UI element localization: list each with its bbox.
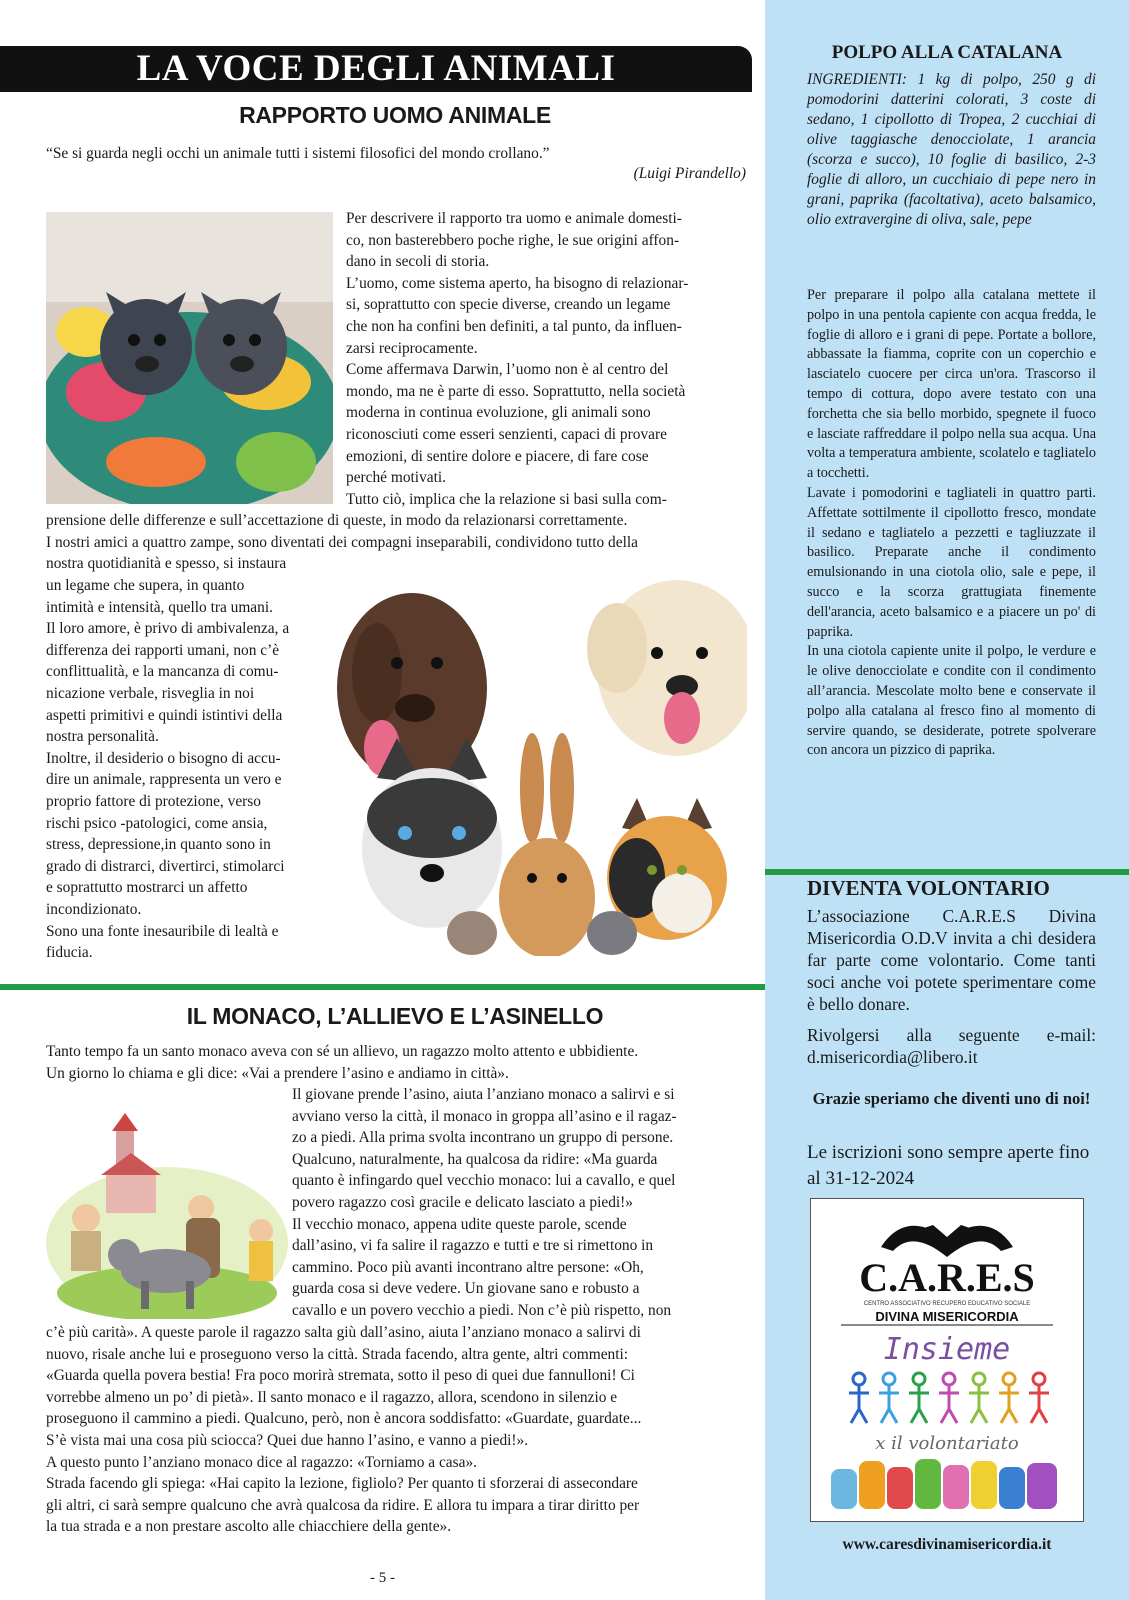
cares-logo-graphic [811, 1199, 1083, 1521]
text-line: dano in secoli di storia. [346, 253, 490, 271]
iscrizioni-text: Le iscrizioni sono sempre aperte fino al 31-12-2024 [807, 1142, 1090, 1189]
section-banner: LA VOCE DEGLI ANIMALI [0, 46, 752, 92]
puppies-photo [46, 212, 333, 504]
text-line: avviano verso la città, il monaco in groppa all’asino e il ragaz- [292, 1107, 677, 1125]
text-line: cavallo e un povero vecchio a piedi. Non c’è più rispetto, non [292, 1301, 672, 1319]
text-line: che non ha confini ben definiti, a tal punto, da influen- [346, 317, 682, 335]
logo-insieme: Insieme [883, 1332, 1011, 1367]
logo-subtitle: CENTRO ASSOCIATIVO RECUPERO EDUCATIVO SOCIALE [863, 1301, 1031, 1307]
text-line: povero ragazzo così gracile e delicato lasciato a piedi!» [292, 1193, 633, 1211]
text-line: Tutto ciò, implica che la relazione si basi sulla com- [346, 490, 667, 508]
text-line: c’è più carità». A queste parole il ragazzo salta giù dall’asino, aiuta l’anziano monaco a salirvi di [46, 1324, 641, 1341]
text-line: moderna in continua evoluzione, gli animali sono [346, 404, 651, 422]
logo-name: C.A.R.E.S [859, 1255, 1035, 1300]
text-line: Inoltre, il desiderio o bisogno di accu- [46, 749, 281, 767]
article2-text-b [292, 1084, 748, 1322]
sidebar-divider [765, 869, 1129, 875]
article1-quote: “Se si guarda negli occhi un animale tutti i sistemi filosofici del mondo crollano.” [46, 145, 550, 162]
text-line: zo a piedi. Alla prima svolta incontrano un gruppo di persone. [292, 1129, 674, 1147]
text-line: nostra quotidianità e spesso, si instaura [46, 555, 287, 573]
recipe-ingredients: INGREDIENTI: 1 kg di polpo, 250 g di pomodorini datterini colorati, 3 coste di sedano, 1 cipollotto di Tropea, 2 cucchiai di olive taggiasche denocciolate, 1 arancia (scorza e succo), 10 foglie di basilico, 2-3 foglie di alloro, un cucchiaio di pepe nero in grani, paprika (facoltativa), aceto balsamico, olio extravergine di oliva, sale, pepe [807, 71, 1096, 228]
people-figures-icon [849, 1373, 1049, 1423]
article1-text-c [46, 575, 330, 964]
thanks-text: Grazie speriamo che diventi uno di noi! [812, 1089, 1091, 1108]
page-number: - 5 - [370, 1570, 395, 1586]
text-line: Per descrivere il rapporto tra uomo e animale domesti- [346, 210, 682, 227]
text-line: «Guarda quella povera bestia! Fra poco morirà stremata, sotto il peso di quei due fannulloni! Ci [46, 1367, 635, 1385]
text-line: Sono una fonte inesauribile di lealtà e [46, 922, 279, 940]
text-line: Tanto tempo fa un santo monaco aveva con sé un allievo, un ragazzo molto attento e ubbidiente. [46, 1043, 639, 1060]
text-line: riconosciuti come esseri senzienti, capaci di provare [346, 425, 667, 443]
volunteer-text: L’associazione C.A.R.E.S Divina Misericordia O.D.V invita a chi desidera far parte come volontario. Come tanti soci anche voi potete sperimentare come è bello donare. [807, 906, 1096, 1014]
cares-logo [810, 1198, 1084, 1522]
text-line: intimità e intensità, quello tra umani. [46, 598, 273, 616]
article1-quote-author: (Luigi Pirandello) [633, 165, 746, 182]
article2-title: IL MONACO, L’ALLIEVO E L’ASINELLO [186, 1003, 604, 1029]
text-line: guarda cosa si deve vedere. Un giovane sano e robusto a [292, 1280, 640, 1298]
text-line: un legame che supera, in quanto [46, 577, 245, 594]
article1-text-a [346, 208, 746, 510]
logo-org: DIVINA MISERICORDIA [875, 1309, 1019, 1324]
text-line: nicazione verbale, risveglia in noi [46, 684, 255, 702]
text-line: conflittualità, e la mancanza di comu- [46, 663, 279, 681]
article2-text-c [46, 1322, 750, 1538]
text-line: incondizionato. [46, 900, 142, 918]
text-line: vorrebbe almeno un po’ di pietà». Il santo monaco e il ragazzo, allora, scendono in silenzio e [46, 1388, 618, 1406]
article2-text-a [46, 1041, 758, 1084]
text-line: dire un animale, rappresenta un vero e [46, 771, 282, 789]
volunteer-title: DIVENTA VOLONTARIO [807, 876, 1050, 900]
text-line: differenza dei rapporti umani, non c’è [46, 641, 280, 659]
text-line: L’uomo, come sistema aperto, ha bisogno di relazionar- [346, 274, 689, 292]
monk-donkey-illustration [46, 1113, 288, 1319]
animals-group-photo [337, 578, 747, 956]
recipe-paragraph: Lavate i pomodorini e tagliateli in quattro parti. Affettate sottilmente il cipollotto fresco, mondate il sedano e tagliatelo a pezzetti e tagliuzzate il basilico. Preparate anche il condimento emulsionando in una ciotola olio, sale e pepe, il succo e la scorza grattugiata finemente dell'arancia, aceto balsamico e a piacere un po' di paprika. [807, 484, 1096, 640]
recipe-paragraph: Per preparare il polpo alla catalana mettete il polpo in una pentola capiente con acqua fredda, le foglie di alloro e i grani di pepe. Portate a bollore, abbassate la fiamma, coprite con un coperchio e lasciatelo cuocere per circa un'ora. Trascorso il tempo di cottura, dopo avere testato con una forchetta che sia bello morbido, spegnete il fuoco e lasciate raffreddare il polpo nella sua acqua. Una volta a temperatura ambiente, scolatelo e tagliatelo a tocchetti. [807, 287, 1096, 482]
text-line: stress, depressione,in quanto sono in [46, 836, 271, 854]
text-line: Un giorno lo chiama e gli dice: «Vai a prendere l’asino e andiamo in città». [46, 1064, 509, 1082]
text-line: dall’asino, vi fa salire il ragazzo e tutti e tre si rimettono in [292, 1237, 654, 1255]
text-line: mondo, ma ne è parte di esso. Soprattutto, nella società [346, 382, 686, 400]
text-line: Il giovane prende l’asino, aiuta l’anziano monaco a salirvi e si [292, 1086, 675, 1103]
section-divider [0, 984, 765, 990]
text-line: aspetti primitivi e quindi istintivi della [46, 706, 283, 724]
article1-title: RAPPORTO UOMO ANIMALE [239, 102, 551, 128]
recipe-instructions [807, 286, 1096, 761]
text-line: gli altri, ci sarà sempre qualcuno che avrà qualcosa da ridire. E allora tu impara a tirar diritto per [46, 1496, 640, 1514]
text-line: proseguono il cammino a piedi. Qualcuno, però, non è ancora soddisfatto: «Guardate, guardate... [46, 1410, 642, 1428]
text-line: Qualcuno, naturalmente, ha qualcosa da ridire: «Ma guarda [292, 1150, 658, 1168]
text-line: A questo punto l’anziano monaco dice al ragazzo: «Torniamo a casa». [46, 1453, 477, 1471]
text-line: I nostri amici a quattro zampe, sono diventati dei compagni inseparabili, condividono tutto della [46, 533, 638, 551]
text-line: grado di distrarci, divertirci, stimolarci [46, 857, 285, 875]
text-line: si, soprattutto con specie diverse, creando un legame [346, 296, 671, 314]
text-line: la tua strada e a non prestare ascolto alle chiacchiere della gente». [46, 1518, 452, 1536]
contact-text: Rivolgersi alla seguente e-mail: d.misericordia@libero.it [807, 1025, 1096, 1067]
text-line: nuovo, risale anche lui e proseguono verso la città. Strada facendo, altra gente, altri commenti: [46, 1345, 629, 1363]
text-line: e soprattutto mostrarci un affetto [46, 879, 248, 897]
text-line: Il vecchio monaco, appena udite queste parole, scende [292, 1215, 627, 1233]
hands-icon [831, 1459, 1057, 1509]
text-line: Strada facendo gli spiega: «Hai capito la lezione, figliolo? Per quanto ti sforzerai di assecondare [46, 1475, 638, 1493]
text-line: co, non basterebbero poche righe, le sue origini affon- [346, 231, 680, 249]
text-line: zarsi reciprocamente. [346, 339, 478, 357]
text-line: fiducia. [46, 944, 93, 962]
logo-tagline: x il volontariato [875, 1433, 1019, 1454]
text-line: prensione delle differenze e sull’accettazione di queste, in modo da relazionarsi correttamente. [46, 512, 628, 529]
text-line: S’è vista mai una cosa più sciocca? Quei due hanno l’asino, e vanno a piedi!». [46, 1431, 529, 1449]
text-line: Il loro amore, è privo di ambivalenza, a [46, 620, 290, 638]
text-line: quanto è infingardo quel vecchio monaco: lui a cavallo, e quel [292, 1172, 676, 1190]
text-line: perché motivati. [346, 469, 447, 487]
text-line: rischi psico -patologici, come ansia, [46, 814, 268, 832]
recipe-title: POLPO ALLA CATALANA [831, 42, 1063, 63]
article1-text-b [46, 510, 746, 575]
text-line: proprio fattore di protezione, verso [46, 792, 261, 810]
text-line: emozioni, di sentire dolore e piacere, di fare cose [346, 447, 649, 465]
text-line: nostra personalità. [46, 728, 159, 746]
text-line: cammino. Poco più avanti incontrano altre persone: «Oh, [292, 1258, 644, 1276]
text-line: Come affermava Darwin, l’uomo non è al centro del [346, 361, 669, 379]
website-link[interactable]: www.caresdivinamisericordia.it [842, 1536, 1052, 1553]
recipe-paragraph: In una ciotola capiente unite il polpo, le verdure e le olive denocciolate e condite con il condimento all’arancia. Mescolate molto bene e conservate il polpo alla catalana al fresco fino al momento di servire quando, se desiderate, potrete spolverare con ancora un pizzico di paprika. [807, 643, 1096, 759]
